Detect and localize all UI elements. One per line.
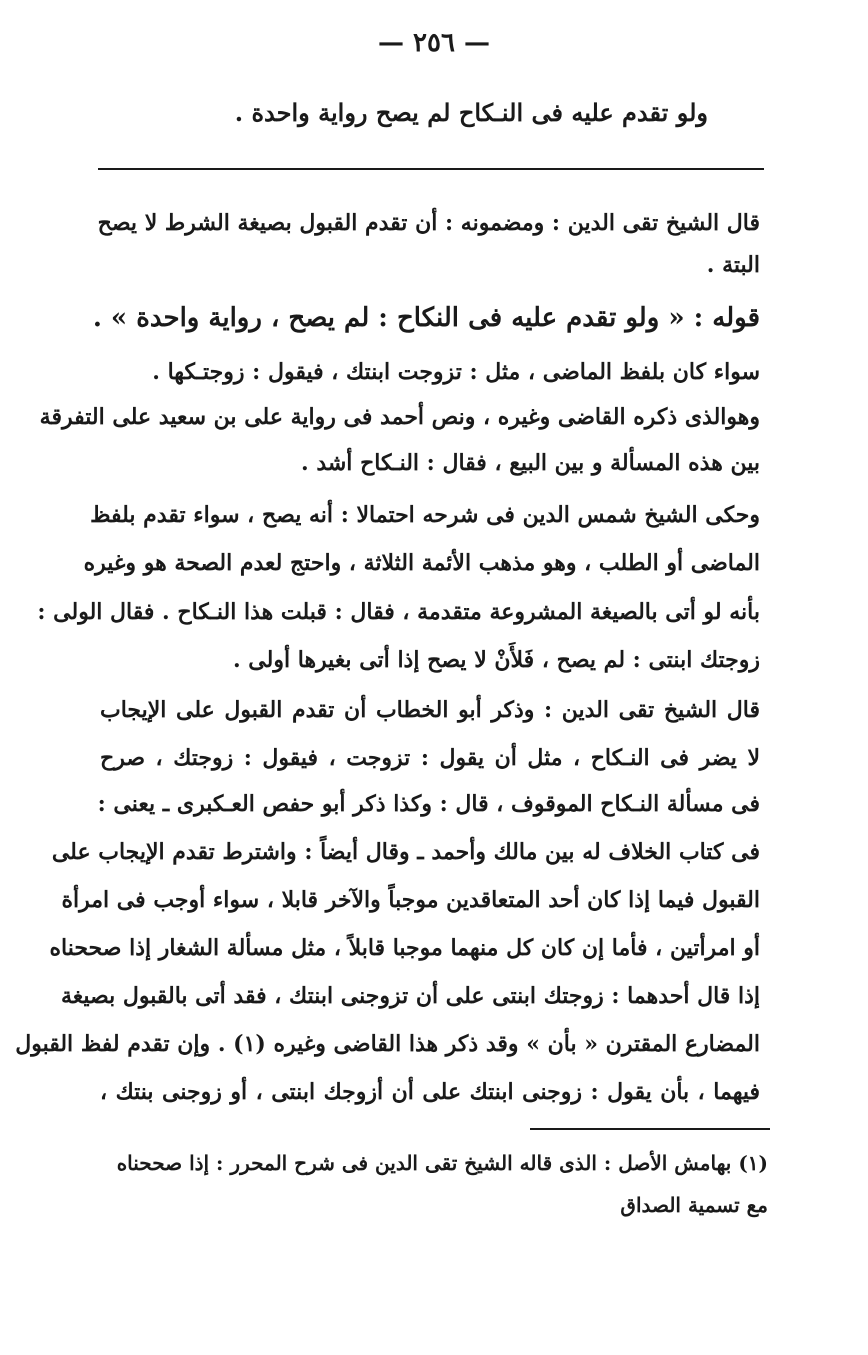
body-line: لا يضر فى النـكاح ، مثل أن يقول : تزوجت ، فيقول : زوجتك ، صرح — [100, 745, 760, 771]
body-line: القبول فيما إذا كان أحد المتعاقدين موجباً والآخر قابلا ، سواء أوجب فى امرأة — [61, 887, 760, 913]
footnote-line: مع تسمية الصداق — [620, 1193, 768, 1217]
body-line: بأنه لو أتى بالصيغة المشروعة متقدمة ، فقال : قبلت هذا النـكاح . فقال الولى : — [37, 599, 760, 625]
body-line: وهوالذى ذكره القاضى وغيره ، ونص أحمد فى رواية على بن سعيد على التفرقة — [39, 404, 760, 430]
body-line: الماضى أو الطلب ، وهو مذهب الأئمة الثلاثة ، واحتج لعدم الصحة هو وغيره — [83, 550, 760, 576]
body-line: فيهما ، بأن يقول : زوجنى ابنتك على أن أزوجك ابنتى ، أو زوجنى بنتك ، — [100, 1079, 760, 1105]
body-line: زوجتك ابنتى : لم يصح ، فَلأَنْ لا يصح إذا أتى بغيرها أولى . — [232, 647, 760, 673]
body-line: أو امرأتين ، فأما إن كان كل منهما موجبا قابلاً ، مثل مسألة الشغار إذا صححناه — [49, 935, 760, 961]
footnote-line: (١) بهامش الأصل : الذى قاله الشيخ تقى الدين فى شرح المحرر : إذا صححناه — [116, 1151, 768, 1175]
footnote-separator — [530, 1128, 770, 1130]
body-line: قال الشيخ تقى الدين : ومضمونه : أن تقدم القبول بصيغة الشرط لا يصح — [97, 210, 760, 236]
body-line: قوله : « ولو تقدم عليه فى النكاح : لم يصح ، رواية واحدة » . — [92, 303, 760, 333]
body-line: البتة . — [706, 252, 760, 278]
body-line: بين هذه المسألة و بين البيع ، فقال : النـكاح أشد . — [301, 450, 760, 476]
body-line: وحكى الشيخ شمس الدين فى شرحه احتمالا : أنه يصح ، سواء تقدم بلفظ — [90, 502, 760, 528]
carryover-text: ولو تقدم عليه فى النـكاح لم يصح رواية واحدة . — [234, 98, 708, 127]
body-line: إذا قال أحدهما : زوجتك ابنتى على أن تزوجنى ابنتك ، فقد أتى بالقبول بصيغة — [60, 983, 760, 1009]
body-line: فى كتاب الخلاف له بين مالك وأحمد ـ وقال أيضاً : واشترط تقدم الإيجاب على — [51, 839, 760, 865]
body-line: قال الشيخ تقى الدين : وذكر أبو الخطاب أن تقدم القبول على الإيجاب — [100, 697, 760, 723]
body-line: فى مسألة النـكاح الموقوف ، قال : وكذا ذكر أبو حفص العـكبرى ـ يعنى : — [97, 791, 760, 817]
body-line: سواء كان بلفظ الماضى ، مثل : تزوجت ابنتك ، فيقول : زوجتـكها . — [152, 359, 760, 385]
separator-rule — [98, 168, 764, 170]
body-line: المضارع المقترن « بأن » وقد ذكر هذا القاضى وغيره (١) . وإن تقدم لفظ القبول — [15, 1031, 760, 1057]
page-number: — ٢٥٦ — — [377, 28, 491, 58]
